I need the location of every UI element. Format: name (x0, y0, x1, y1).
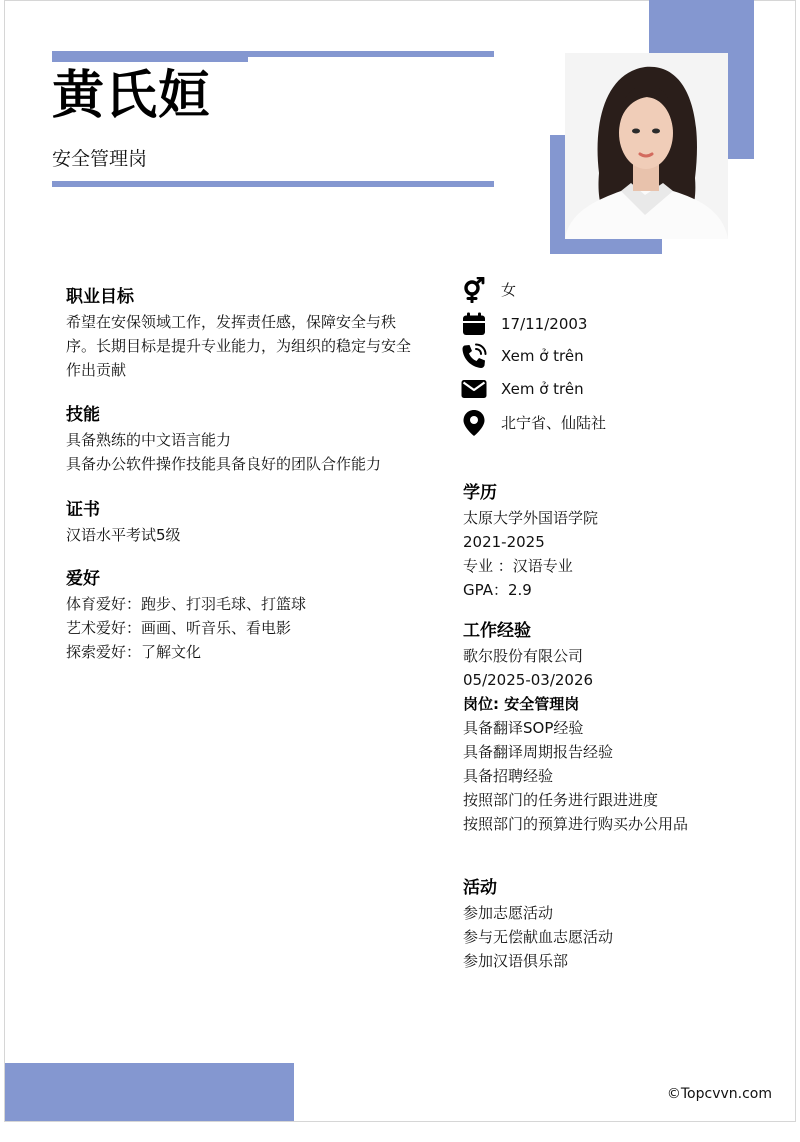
title-underline-bar (52, 181, 494, 187)
skill-item: 具备办公软件操作技能具备良好的团队合作能力 (66, 455, 382, 473)
top-bar-thin (52, 51, 494, 57)
photo-frame-left (550, 135, 565, 254)
education-school: 太原大学外国语学院 (463, 509, 599, 527)
skill-item: 具备熟练的中文语言能力 (66, 431, 232, 449)
experience-company: 歌尔股份有限公司 (463, 647, 584, 665)
activity-item: 参加汉语俱乐部 (463, 952, 569, 970)
certificates-section (66, 497, 426, 547)
experience-item: 具备翻译周期报告经验 (463, 743, 614, 761)
activity-item: 参与无偿献血志愿活动 (463, 928, 614, 946)
education-period: 2021-2025 (463, 533, 545, 551)
copyright-text: ©Topcvvn.com (666, 1086, 772, 1102)
career-objective-text: 希望在安保领域工作，发挥责任感，保障安全与秩序。长期目标是提升专业能力，为组织的稳定与安全作出贡献 (66, 313, 412, 379)
activities-heading: 活动 (463, 878, 497, 898)
address-text: 北宁省、仙陆社 (501, 414, 607, 432)
contact-address (460, 409, 606, 437)
phone-icon (460, 342, 488, 370)
email-text: Xem ở trên (501, 380, 584, 398)
experience-item: 具备招聘经验 (463, 767, 554, 785)
experience-position: 岗位: 安全管理岗 (463, 695, 580, 713)
experience-item: 按照部门的任务进行跟进进度 (463, 791, 659, 809)
career-objective-heading: 职业目标 (66, 287, 134, 307)
birthdate-text: 17/11/2003 (501, 315, 588, 333)
job-title: 安全管理岗 (52, 148, 148, 170)
certificate-item: 汉语水平考试5级 (66, 526, 181, 544)
skills-heading: 技能 (66, 405, 100, 425)
education-section (463, 480, 763, 602)
photo-frame-bottom (550, 239, 662, 254)
contact-phone (460, 342, 584, 370)
location-pin-icon (460, 409, 488, 437)
profile-photo (565, 53, 728, 239)
activities-section (463, 875, 763, 973)
portrait-image (565, 53, 728, 239)
hobbies-heading: 爱好 (66, 569, 100, 589)
hobby-item: 艺术爱好：画画、听音乐、看电影 (66, 619, 292, 637)
activity-item: 参加志愿活动 (463, 904, 554, 922)
contact-email (460, 375, 584, 403)
career-objective-section (66, 284, 418, 382)
education-major: 专业 ：汉语专业 (463, 557, 573, 575)
hobby-item: 探索爱好：了解文化 (66, 643, 202, 661)
experience-item: 按照部门的预算进行购买办公用品 (463, 815, 689, 833)
email-icon (460, 375, 488, 403)
education-gpa: GPA：2.9 (463, 581, 532, 599)
phone-text: Xem ở trên (501, 347, 584, 365)
gender-text: 女 (501, 281, 517, 299)
experience-item: 具备翻译SOP经验 (463, 719, 584, 737)
photo-frame-right (728, 53, 754, 159)
contact-gender (460, 276, 516, 304)
hobby-item: 体育爱好：跑步、打羽毛球、打篮球 (66, 595, 307, 613)
candidate-name: 黄氏姮 (52, 66, 212, 126)
photo-frame-top-right (649, 0, 754, 53)
work-experience-section (463, 618, 773, 836)
contact-birthdate (460, 310, 587, 338)
certificates-heading: 证书 (66, 500, 100, 520)
experience-period: 05/2025-03/2026 (463, 671, 594, 689)
work-experience-heading: 工作经验 (463, 621, 531, 641)
skills-section (66, 402, 426, 476)
gender-icon (460, 276, 488, 304)
bottom-left-bar (5, 1063, 294, 1121)
hobbies-section (66, 566, 426, 664)
education-heading: 学历 (463, 483, 497, 503)
calendar-icon (460, 310, 488, 338)
